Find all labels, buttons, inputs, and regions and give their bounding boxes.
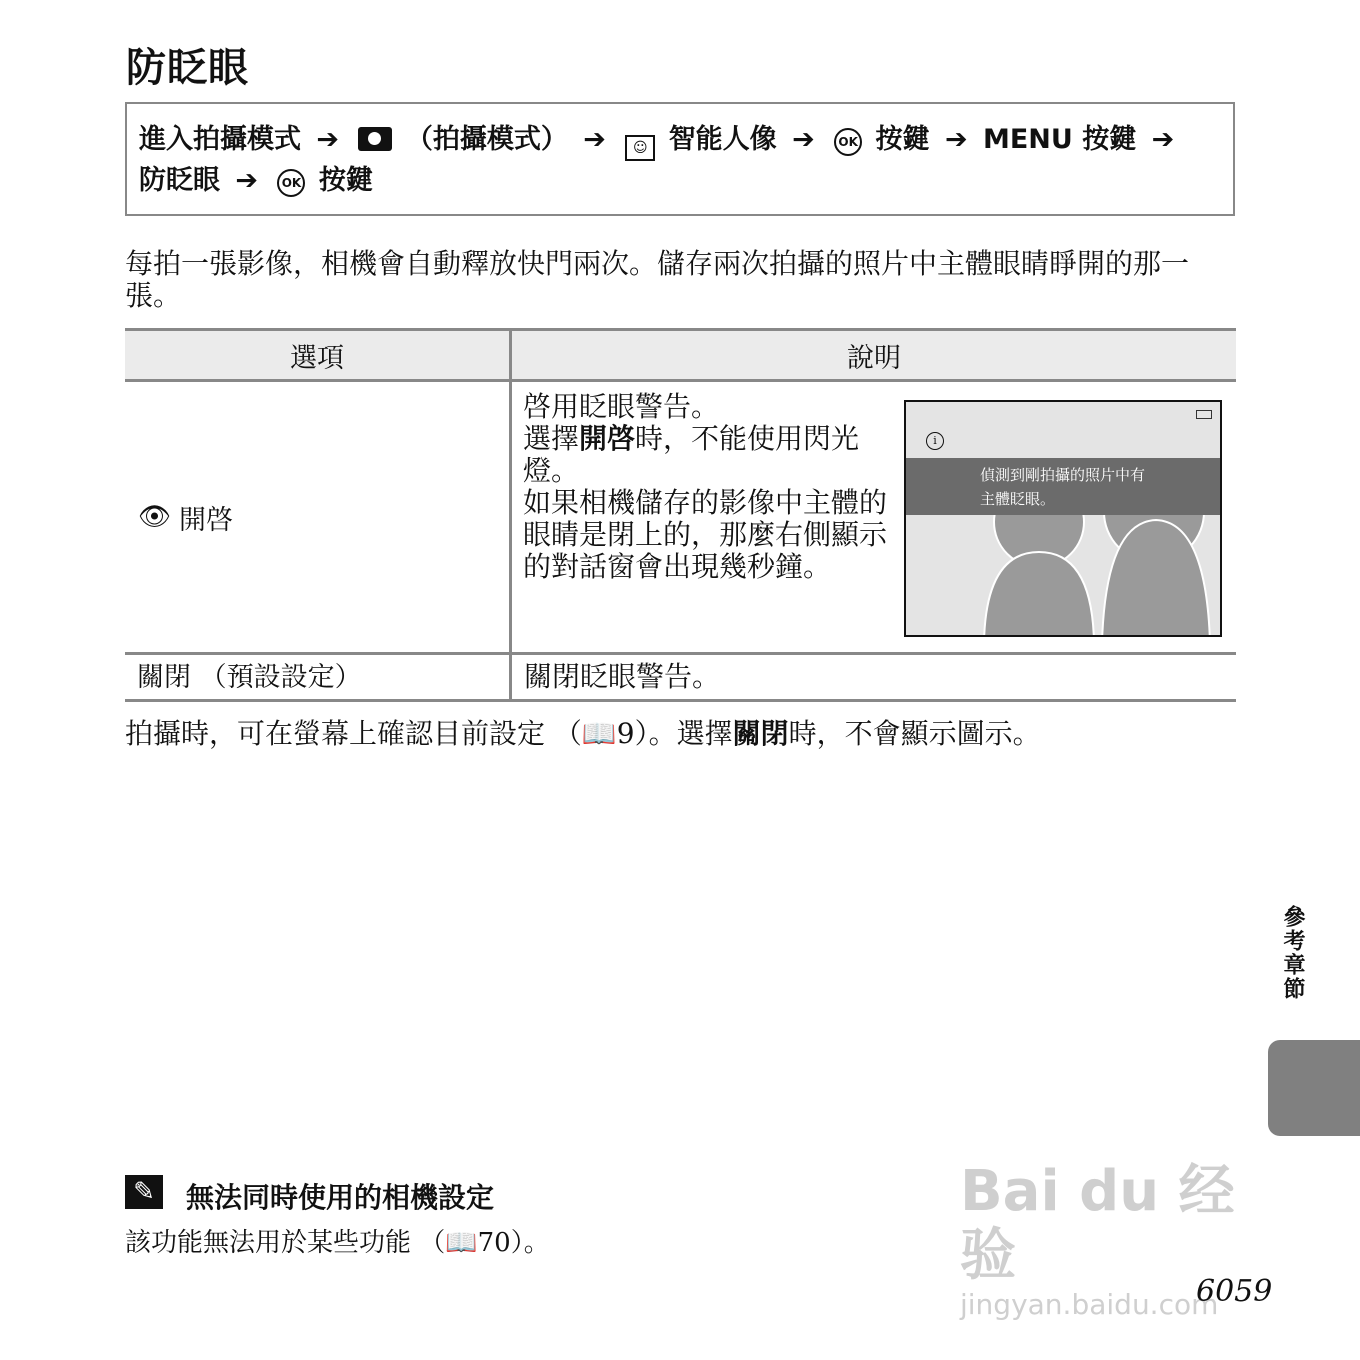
after-bold: 關閉 — [732, 717, 789, 750]
arrow-icon: ➔ — [792, 124, 815, 155]
ok-button-icon: OK — [277, 169, 305, 197]
on-desc-line-3: 如果相機儲存的影像中主體的眼睛是閉上的，那麼右側顯示的對話窗會出現幾秒鐘。 — [523, 486, 888, 583]
camera-icon — [358, 127, 392, 151]
subjects-silhouette — [906, 402, 1220, 635]
nav-menu-label: MENU — [982, 124, 1073, 155]
blink-warning-dialog — [906, 458, 1220, 515]
ok-button-icon: OK — [834, 128, 862, 156]
note-text: 該功能無法用於某些功能 （📖70）。 — [125, 1228, 550, 1258]
nav-step-enter: 進入拍攝模式 — [139, 124, 301, 155]
option-on-label: 開啓 — [179, 504, 234, 536]
nav-step-smart-portrait: 智能人像 — [668, 124, 777, 155]
info-icon: i — [926, 432, 944, 450]
arrow-icon: ➔ — [235, 165, 259, 196]
nav-step-button: 按鍵 — [1082, 124, 1137, 155]
after-paragraph: 拍攝時，可在螢幕上確認目前設定 （📖9）。選擇關閉時，不會顯示圖示。 — [125, 717, 1041, 750]
nav-step-shoot-mode: （拍攝模式） — [405, 124, 568, 155]
option-on-cell — [125, 381, 511, 654]
nav-step-blink: 防眨眼 — [139, 165, 220, 196]
note-title: 無法同時使用的相機設定 — [186, 1181, 495, 1214]
on-desc-line-1: 啓用眨眼警告。 — [523, 390, 720, 423]
chapter-tab — [1268, 1040, 1360, 1136]
page-title: 防眨眼 — [126, 45, 249, 91]
nav-step-button: 按鍵 — [875, 124, 930, 155]
option-off-label: 關閉 （預設設定） — [125, 654, 511, 701]
table-header-row — [125, 330, 1236, 381]
header-description: 說明 — [511, 330, 1237, 381]
table-row — [125, 654, 1236, 701]
book-icon: 📖 — [581, 717, 617, 750]
arrow-icon: ➔ — [583, 124, 606, 155]
navigation-path-box — [125, 102, 1235, 216]
dialog-line-1: 偵測到剛拍攝的照片中有 — [980, 466, 1146, 484]
arrow-icon: ➔ — [316, 124, 340, 155]
book-icon: 📖 — [445, 1228, 478, 1258]
watermark-main: Bai du 经验 — [960, 1159, 1235, 1288]
on-desc-line-2: 選擇開啓時，不能使用閃光燈。 — [523, 422, 860, 487]
option-off-description: 關閉眨眼警告。 — [511, 654, 1237, 701]
smart-portrait-icon: ☺ — [625, 135, 655, 161]
intro-paragraph: 每拍一張影像，相機會自動釋放快門兩次。儲存兩次拍攝的照片中主體眼睛睜開的那一張。 — [125, 247, 1190, 312]
header-option: 選項 — [125, 330, 511, 381]
pencil-icon: ✎ — [125, 1175, 163, 1209]
watermark-sub: jingyan.baidu.com — [960, 1288, 1219, 1321]
blink-eye-icon: 👁 — [138, 502, 172, 532]
page-number: 6059 — [1196, 1274, 1273, 1309]
arrow-icon: ➔ — [1151, 124, 1175, 155]
dialog-line-2: 主體眨眼。 — [980, 490, 1056, 508]
side-chapter-label: 參考章節 — [1280, 905, 1305, 1001]
nav-step-button: 按鍵 — [318, 165, 373, 196]
camera-screen-illustration — [904, 400, 1222, 637]
battery-icon — [1196, 410, 1212, 419]
on-desc-bold: 開啓 — [579, 422, 636, 455]
arrow-icon: ➔ — [944, 124, 968, 155]
